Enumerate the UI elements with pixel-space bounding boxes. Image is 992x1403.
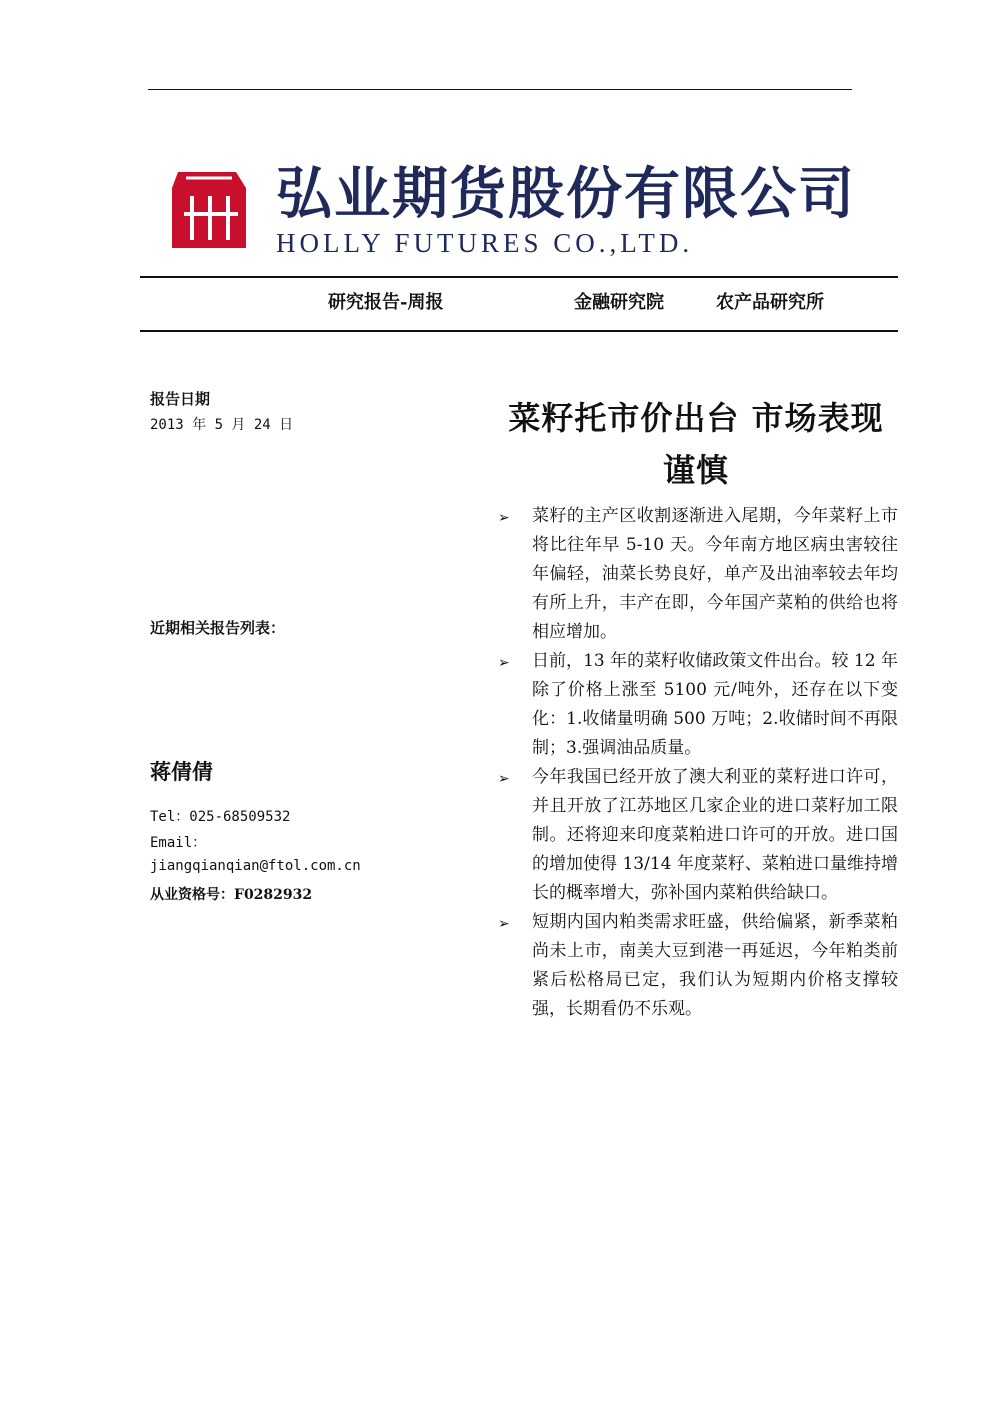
analyst-email: jiangqianqian@ftol.com.cn xyxy=(150,858,361,874)
report-date-value: 2013 年 5 月 24 日 xyxy=(150,417,294,433)
summary-bullet xyxy=(494,763,898,908)
report-date-label: 报告日期 xyxy=(150,390,211,408)
band-bottom-rule xyxy=(140,330,898,332)
band-top-rule xyxy=(140,276,898,278)
summary-bullet xyxy=(494,908,898,1024)
arrow-bullet-icon: ➢ xyxy=(498,771,510,787)
report-type: 研究报告-周报 xyxy=(328,292,444,313)
bullet-text: 今年我国已经开放了澳大利亚的菜籽进口许可，并且开放了江苏地区几家企业的进口菜籽加工限制。还将迎来印度菜粕进口许可的开放。进口国的增加使得 13/14 年度菜籽、菜粕进口量维持增长的概率增大，弥补国内菜粕供给缺口。 xyxy=(532,767,898,903)
holly-logo-icon xyxy=(166,166,250,250)
analyst-tel: Tel：025-68509532 xyxy=(150,809,291,825)
company-name-cn: 弘业期货股份有限公司 xyxy=(276,161,856,227)
arrow-bullet-icon: ➢ xyxy=(498,916,510,932)
report-title: 菜籽托市价出台 市场表现谨慎 xyxy=(508,399,884,489)
bullet-text: 菜籽的主产区收割逐渐进入尾期，今年菜籽上市将比往年早 5-10 天。今年南方地区病虫害较往年偏轻，油菜长势良好，单产及出油率较去年均有所上升，丰产在即，今年国产菜粕的供给也将相应增加。 xyxy=(532,506,898,642)
institute-name: 金融研究院 xyxy=(574,292,664,313)
analyst-name: 蒋倩倩 xyxy=(150,759,213,784)
bullet-text: 日前，13 年的菜籽收储政策文件出台。较 12 年除了价格上涨至 5100 元/吨外，还存在以下变化：1.收储量明确 500 万吨；2.收储时间不再限制；3.强调油品质量。 xyxy=(532,651,898,758)
summary-bullet xyxy=(494,502,898,647)
arrow-bullet-icon: ➢ xyxy=(498,655,510,671)
bullet-text: 短期内国内粕类需求旺盛，供给偏紧，新季菜粕尚未上市，南美大豆到港一再延迟，今年粕类前紧后松格局已定，我们认为短期内价格支撑较强，长期看仍不乐观。 xyxy=(532,912,898,1019)
summary-bullets xyxy=(494,502,898,1024)
top-rule xyxy=(148,89,852,90)
department-name: 农产品研究所 xyxy=(716,292,824,313)
summary-bullet xyxy=(494,647,898,763)
related-reports-label: 近期相关报告列表： xyxy=(150,619,286,637)
analyst-email-label: Email： xyxy=(150,835,207,851)
analyst-license: 从业资格号：F0282932 xyxy=(150,887,313,903)
arrow-bullet-icon: ➢ xyxy=(498,510,510,526)
company-name-en: HOLLY FUTURES CO.,LTD. xyxy=(276,228,694,258)
